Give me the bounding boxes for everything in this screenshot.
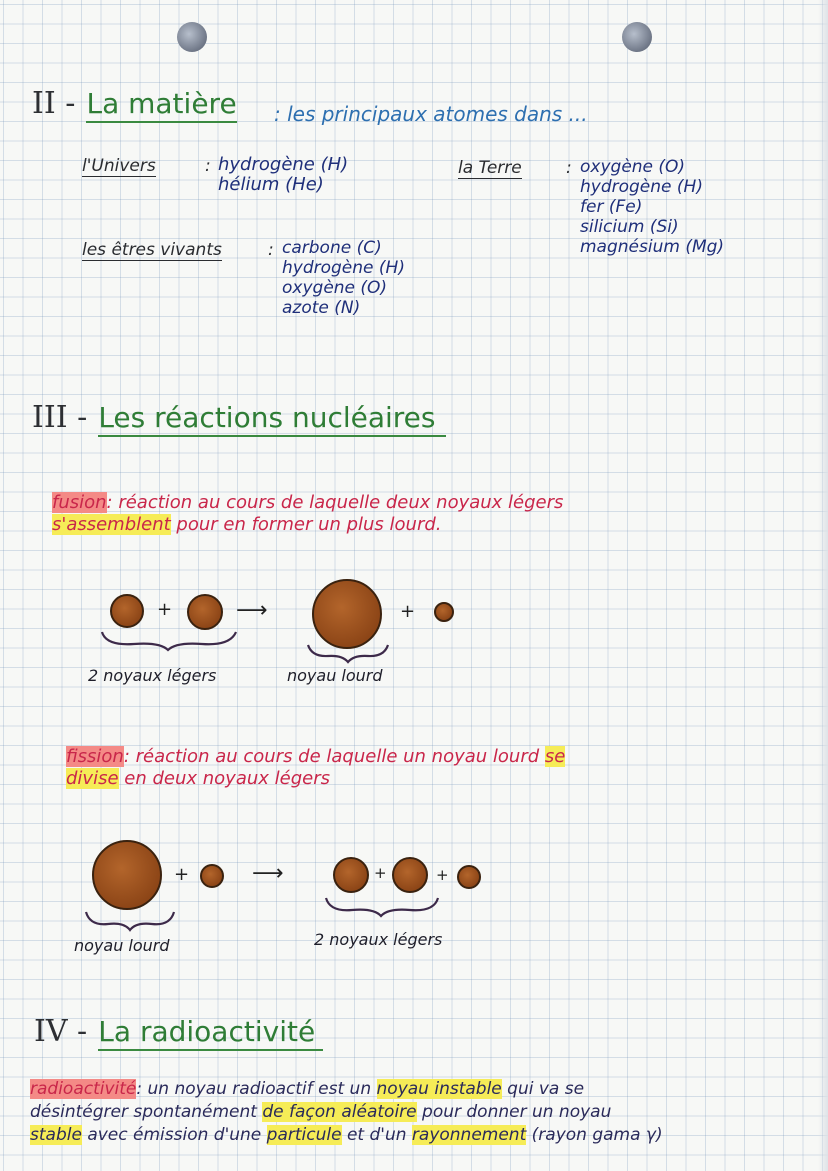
radioactivity-definition: [30, 1078, 663, 1147]
plus-sign: +: [436, 866, 449, 884]
heavy-nucleus: [312, 579, 382, 649]
punch-hole-left: [177, 22, 207, 52]
vivants-item: carbone (C): [282, 238, 382, 258]
fission-line-1: : réaction au cours de laquelle un noyau lourd: [123, 746, 545, 767]
univers-label: l'Univers: [82, 156, 156, 176]
section-3-heading: [32, 400, 446, 435]
section-2-heading: [32, 86, 237, 121]
radioactivity-line-3c: (rayon gama γ): [526, 1125, 663, 1145]
caption-heavy-nucleus: noyau lourd: [287, 666, 383, 685]
section-2-subtitle: : les principaux atomes dans ...: [274, 102, 588, 126]
highlight-particle: particule: [266, 1125, 342, 1145]
brace-light-nuclei: [100, 628, 240, 652]
highlight-stable: stable: [30, 1125, 82, 1145]
vivants-item: azote (N): [282, 298, 361, 318]
univers-item: hélium (He): [218, 174, 324, 195]
fission-highlight-se: se: [544, 746, 566, 767]
plus-sign: +: [400, 601, 416, 622]
radioactivity-line-3b: et d'un: [341, 1125, 412, 1145]
light-nucleus: [333, 857, 369, 893]
arrow-icon: ⟶: [252, 861, 284, 886]
light-nucleus: [187, 594, 223, 630]
heavy-nucleus: [92, 840, 162, 910]
section-4-heading: [34, 1014, 323, 1049]
plus-sign: +: [157, 599, 173, 620]
particle: [200, 864, 224, 888]
terre-item: silicium (Si): [580, 217, 679, 237]
fusion-term: fusion: [52, 492, 107, 513]
terre-item: fer (Fe): [580, 197, 643, 217]
univers-colon: :: [205, 156, 211, 176]
section-2-numeral: II -: [32, 86, 76, 121]
univers-item: hydrogène (H): [218, 154, 349, 175]
highlight-random: de façon aléatoire: [262, 1102, 417, 1122]
fission-highlight: divise: [66, 768, 119, 789]
light-nucleus: [110, 594, 144, 628]
plus-sign: +: [174, 864, 190, 885]
arrow-icon: ⟶: [236, 598, 268, 623]
terre-colon: :: [566, 158, 572, 178]
terre-item: hydrogène (H): [580, 177, 703, 197]
page-edge: [818, 0, 828, 1171]
fission-definition: [66, 746, 565, 790]
radioactivity-line-1a: : un noyau radioactif est un: [136, 1079, 377, 1099]
fusion-line-2: pour en former un plus lourd.: [170, 514, 442, 535]
brace-heavy-nucleus: [84, 908, 176, 932]
terre-item: oxygène (O): [580, 157, 686, 177]
light-nucleus: [392, 857, 428, 893]
terre-list: [580, 157, 724, 257]
particle: [457, 865, 481, 889]
highlight-unstable-nucleus: noyau instable: [376, 1079, 502, 1099]
punch-hole-right: [622, 22, 652, 52]
caption-light-nuclei: 2 noyaux légers: [88, 666, 217, 685]
terre-label: la Terre: [458, 158, 522, 178]
section-3-title: Les réactions nucléaires: [98, 401, 445, 437]
radioactivity-line-3a: avec émission d'une: [81, 1125, 267, 1145]
fusion-highlight: s'assemblent: [52, 514, 171, 535]
section-4-title: La radioactivité: [98, 1015, 323, 1051]
radioactivity-line-2b: pour donner un noyau: [416, 1102, 612, 1122]
vivants-item: oxygène (O): [282, 278, 388, 298]
caption-light-nuclei: 2 noyaux légers: [314, 930, 443, 949]
section-2-title: La matière: [86, 87, 236, 123]
vivants-item: hydrogène (H): [282, 258, 405, 278]
terre-item: magnésium (Mg): [580, 237, 725, 257]
radioactivity-line-2a: désintégrer spontanément: [30, 1102, 263, 1122]
vivants-label: les êtres vivants: [82, 240, 222, 260]
caption-heavy-nucleus: noyau lourd: [74, 936, 170, 955]
fusion-definition: [52, 492, 563, 536]
vivants-list: [282, 238, 405, 318]
section-3-numeral: III -: [32, 400, 88, 435]
univers-list: [218, 155, 348, 195]
brace-light-nuclei: [324, 894, 440, 918]
fusion-line-1: : réaction au cours de laquelle deux noyaux légers: [106, 492, 564, 513]
plus-sign: +: [374, 864, 387, 882]
vivants-colon: :: [268, 240, 274, 260]
radioactivity-line-1b: qui va se: [501, 1079, 585, 1099]
highlight-radiation: rayonnement: [411, 1125, 527, 1145]
fission-line-2: en deux noyaux légers: [118, 768, 330, 789]
section-4-numeral: IV -: [34, 1014, 88, 1049]
brace-heavy-nucleus: [306, 642, 390, 664]
particle: [434, 602, 454, 622]
fission-term: fission: [66, 746, 124, 767]
radioactivity-term: radioactivité: [30, 1079, 137, 1099]
